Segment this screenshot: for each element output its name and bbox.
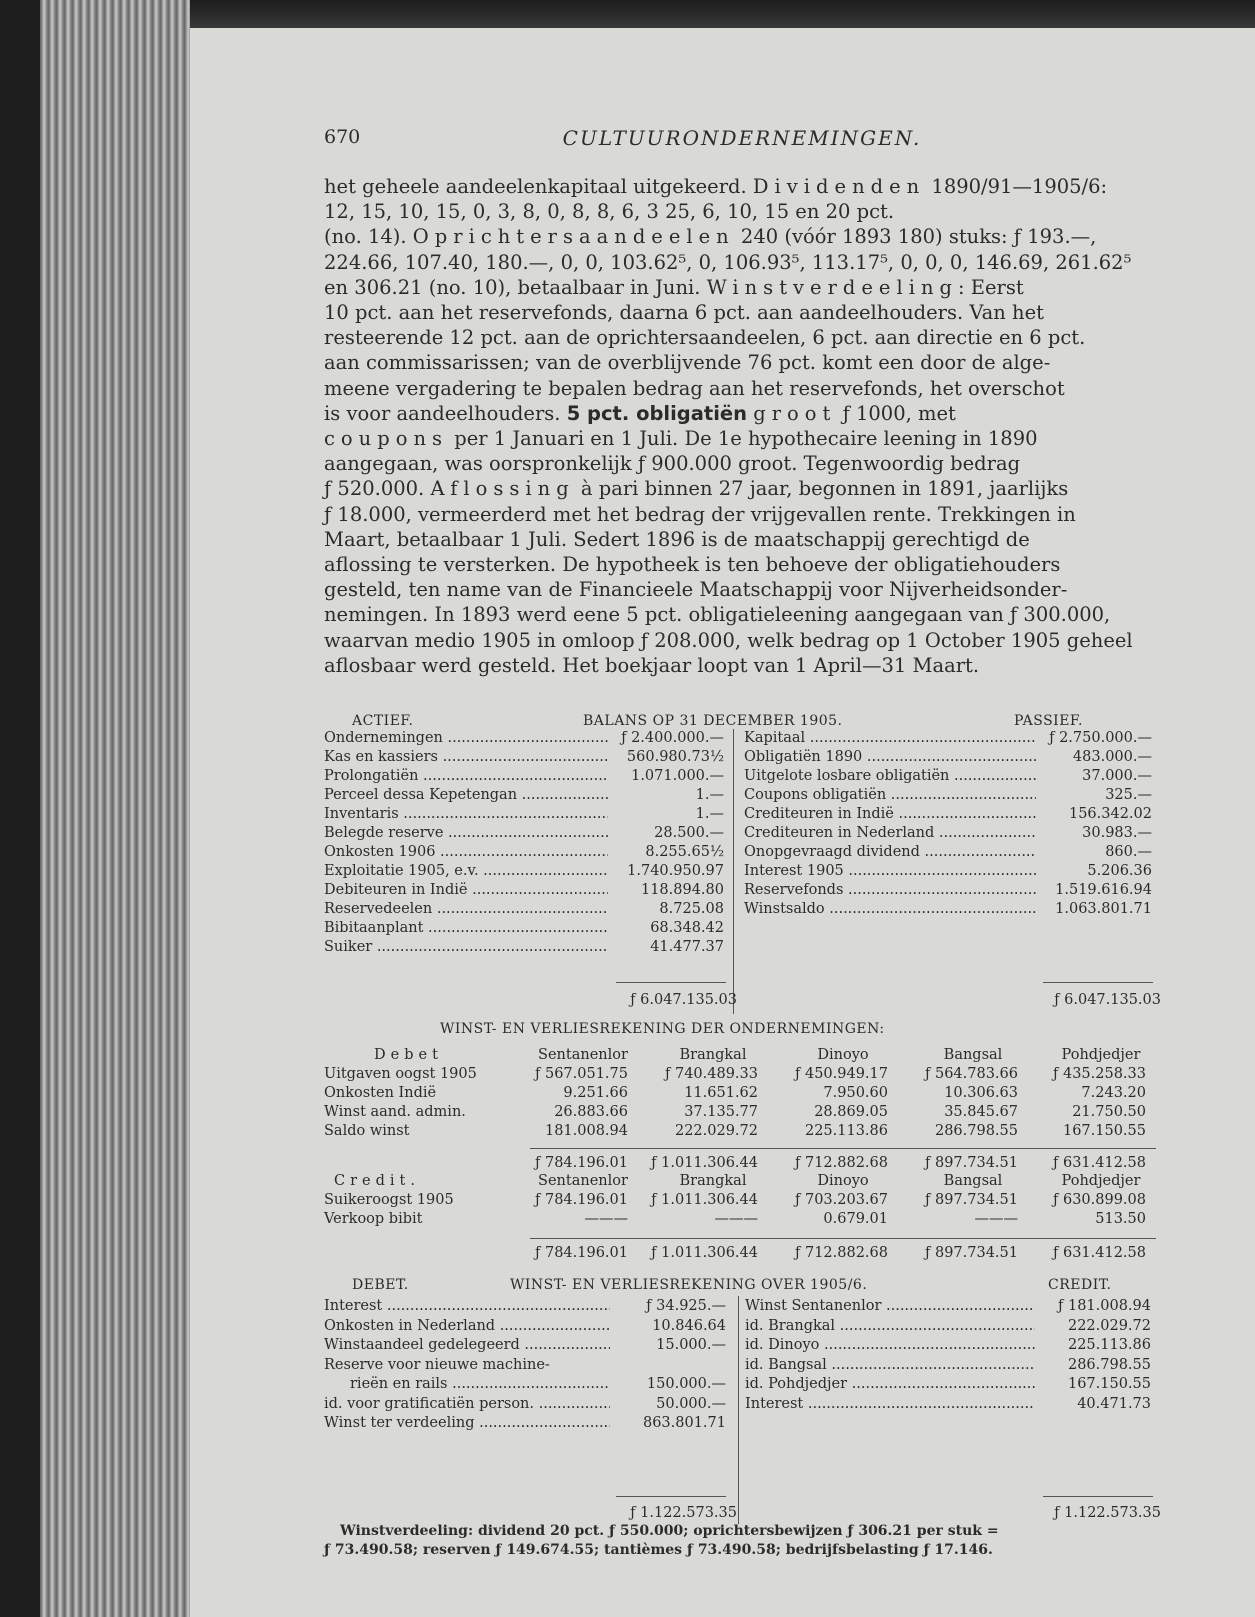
debet-cell: 21.750.50 <box>1072 1104 1146 1120</box>
passief-value: 325.— <box>1105 787 1152 803</box>
wv1905-credit-total: ƒ 1.122.573.35 <box>1054 1505 1161 1521</box>
actief-label: Ondernemingen ..... <box>324 730 608 748</box>
column-header: Bangsal <box>943 1173 1003 1189</box>
actief-row <box>324 920 724 938</box>
page-header <box>324 126 1160 156</box>
debet-cell: ƒ 567.051.75 <box>535 1066 628 1082</box>
debet-label: Interest ..... <box>324 1298 610 1316</box>
debet-cell: ƒ 564.783.66 <box>925 1066 1018 1082</box>
passief-row <box>744 806 1152 824</box>
actief-label: Bibitaanplant ..... <box>324 920 608 938</box>
debet-label: rieën en rails ..... <box>350 1376 610 1394</box>
actief-total-rule <box>616 982 726 983</box>
debet-cell: 35.845.67 <box>944 1104 1018 1120</box>
credit-row <box>745 1357 1151 1375</box>
credit-label: id. Brangkal ..... <box>745 1318 1035 1336</box>
passief-value: 483.000.— <box>1072 749 1152 765</box>
wv1905-debet-total: ƒ 1.122.573.35 <box>630 1505 737 1521</box>
credit-row <box>745 1396 1151 1414</box>
credit-label: id. Dinoyo ..... <box>745 1337 1035 1355</box>
actief-value: 68.348.42 <box>650 920 724 936</box>
debet-row <box>324 1376 726 1394</box>
passief-label: Winstsaldo ..... <box>744 901 1036 919</box>
wv-credit-rule <box>530 1238 1156 1239</box>
actief-value: 41.477.37 <box>650 939 724 955</box>
passief-row <box>744 787 1152 805</box>
actief-value: 118.894.80 <box>640 882 724 898</box>
credit-row <box>745 1298 1151 1316</box>
actief-row <box>324 768 724 786</box>
debet-cell: 181.008.94 <box>544 1123 628 1139</box>
passief-label: Interest 1905 ..... <box>744 863 1036 881</box>
passief-label: Uitgelote losbare obligatiën ..... <box>744 768 1036 786</box>
passief-label: Obligatiën 1890 ..... <box>744 749 1036 767</box>
actief-row <box>324 825 724 843</box>
actief-row <box>324 939 724 957</box>
debet-value: 50.000.— <box>656 1395 726 1412</box>
passief-row <box>744 749 1152 767</box>
column-header: Sentanenlor <box>538 1173 628 1189</box>
passief-label: Crediteuren in Nederland ..... <box>744 825 1036 843</box>
actief-row <box>324 882 724 900</box>
debet-cell: 7.950.60 <box>823 1085 888 1101</box>
debet-cell: ƒ 435.258.33 <box>1053 1066 1146 1082</box>
column-header: Dinoyo <box>817 1047 869 1063</box>
passief-value: 1.063.801.71 <box>1055 901 1152 917</box>
credit-row <box>745 1376 1151 1394</box>
debet-cell: 10.306.63 <box>944 1085 1018 1101</box>
debet-label: Reserve voor nieuwe machine- <box>324 1356 550 1373</box>
credit-total-cell: ƒ 712.882.68 <box>795 1245 888 1261</box>
actief-label: Prolongatiën ..... <box>324 768 608 786</box>
actief-row <box>324 901 724 919</box>
debet-value: 15.000.— <box>656 1337 726 1353</box>
passief-value: 5.206.36 <box>1087 863 1152 879</box>
passief-row <box>744 844 1152 862</box>
debet-total-cell: ƒ 1.011.306.44 <box>651 1155 758 1171</box>
balance-title: BALANS OP 31 DECEMBER 1905. <box>583 713 843 729</box>
winstverdeeling-line-2: ƒ 73.490.58; reserven ƒ 149.674.55; tantièmes ƒ 73.490.58; bedrijfsbelasting ƒ 17.146. <box>324 1542 993 1558</box>
credit-cell: ——— <box>974 1211 1018 1227</box>
actief-label: Reservedeelen ..... <box>324 901 608 919</box>
passief-label: Kapitaal ..... <box>744 730 1036 748</box>
credit-cell: ƒ 897.734.51 <box>925 1192 1018 1208</box>
debet-cell: 26.883.66 <box>554 1104 628 1120</box>
passief-row <box>744 863 1152 881</box>
debet-cell: 11.651.62 <box>684 1085 758 1101</box>
credit-value: 40.471.73 <box>1077 1395 1151 1412</box>
credit-value: 167.150.55 <box>1067 1376 1151 1392</box>
actief-label: Debiteuren in Indië ..... <box>324 882 608 900</box>
column-header: Pohdjedjer <box>1061 1173 1141 1189</box>
actief-label: Kas en kassiers ..... <box>324 749 608 767</box>
column-header: Brangkal <box>679 1047 747 1063</box>
column-header: Brangkal <box>679 1173 747 1189</box>
debet-label: Debet <box>374 1047 443 1063</box>
debet-total-cell: ƒ 712.882.68 <box>795 1155 888 1171</box>
credit-label: Credit. <box>334 1173 420 1189</box>
credit-row <box>745 1337 1151 1355</box>
passief-total-rule <box>1043 982 1153 983</box>
credit-cell: ——— <box>584 1211 628 1227</box>
wv1905-credit-label: CREDIT. <box>1048 1277 1112 1293</box>
actief-value: 28.500.— <box>654 825 724 841</box>
passief-value: 1.519.616.94 <box>1055 882 1152 898</box>
credit-value: 225.113.86 <box>1067 1337 1151 1353</box>
running-head: CULTUURONDERNEMINGEN. <box>562 126 922 150</box>
debet-cell: 7.243.20 <box>1081 1085 1146 1101</box>
winstverdeeling-line-1: Winstverdeeling: dividend 20 pct. ƒ 550.000; oprichtersbewijzen ƒ 306.21 per stuk = <box>340 1523 999 1539</box>
column-header: Bangsal <box>943 1047 1003 1063</box>
passief-value: 156.342.02 <box>1068 806 1152 822</box>
actief-label: Onkosten 1906 ..... <box>324 844 608 862</box>
actief-label: ACTIEF. <box>352 713 414 729</box>
debet-cell: 286.798.55 <box>934 1123 1018 1139</box>
credit-cell: ƒ 630.899.08 <box>1053 1192 1146 1208</box>
debet-label: id. voor gratificatiën person. ..... <box>324 1396 610 1414</box>
debet-total-cell: ƒ 631.412.58 <box>1053 1155 1146 1171</box>
passief-value: ƒ 2.750.000.— <box>1049 730 1152 746</box>
debet-total-cell: ƒ 897.734.51 <box>925 1155 1018 1171</box>
credit-row-label: Verkoop bibit <box>324 1211 423 1227</box>
debet-row <box>324 1415 726 1433</box>
actief-value: 1.740.950.97 <box>627 863 724 879</box>
credit-total-cell: ƒ 1.011.306.44 <box>651 1245 758 1261</box>
actief-value: 1.071.000.— <box>631 768 724 784</box>
actief-row <box>324 844 724 862</box>
actief-label: Suiker ..... <box>324 939 608 957</box>
actief-row <box>324 806 724 824</box>
debet-row <box>324 1298 726 1316</box>
credit-cell: 513.50 <box>1095 1211 1146 1227</box>
wv1905-divider <box>738 1296 739 1524</box>
passief-label: PASSIEF. <box>1014 713 1083 729</box>
passief-row <box>744 730 1152 748</box>
passief-label: Crediteuren in Indië ..... <box>744 806 1036 824</box>
column-header: Dinoyo <box>817 1173 869 1189</box>
actief-value: 8.725.08 <box>659 901 724 917</box>
body-paragraph: het geheele aandeelenkapitaal uitgekeerd. Dividenden 1890/91—1905/6: 12, 15, 10, 15, 0, 3, 8, 0, 8, 8, 6, 3 25, 6, 10, 15 en 20 pct. (no. 14). Oprichtersaandeelen 240 (vóór 1893 180) stuks: ƒ 193.—, 224.66, 107.40, 180.—, 0, 0, 103.62⁵, 0, 106.93⁵, 113.17⁵, 0, 0, 0, 146.69, 261.62⁵ en 306.21 (no. 10), betaalbaar in Juni. Winstverdeeling: Eerst 10 pct. aan het reservefonds, daarna 6 pct. aan aandeelhouders. Van het resteerende 12 pct. aan de oprichtersaandeelen, 6 pct. aan directie en 6 pct. aan commissarissen; van de overblijvende 76 pct. komt een door de alge- meene vergadering te bepalen bedrag aan het reservefonds, het overschot is voor aandeelhouders. 5 pct. obligatiën groot ƒ 1000, met coupons per 1 Januari en 1 Juli. De 1e hypothecaire leening in 1890 aangegaan, was oorspronkelijk ƒ 900.000 groot. Tegenwoordig bedrag ƒ 520.000. Aflossing à pari binnen 27 jaar, begonnen in 1891, jaarlijks ƒ 18.000, vermeerderd met het bedrag der vrijgevallen rente. Trekkingen in Maart, betaalbaar 1 Juli. Sedert 1896 is de maatschappij gerechtigd de aflossing te versterken. De hypotheek is ten behoeve der obligatiehouders gesteld, ten name van de Financieele Maatschappij voor Nijverheidsonder- nemingen. In 1893 werd eene 5 pct. obligatieleening aangegaan van ƒ 300.000, waarvan medio 1905 in omloop ƒ 208.000, welk bedrag op 1 October 1905 geheel aflosbaar werd gesteld. Het boekjaar loopt van 1 April—31 Maart. <box>324 175 1133 677</box>
debet-total-cell: ƒ 784.196.01 <box>535 1155 628 1171</box>
debet-value: 150.000.— <box>646 1376 726 1392</box>
credit-row-label: Suikeroogst 1905 <box>324 1192 454 1208</box>
passief-value: 30.983.— <box>1082 825 1152 841</box>
debet-cell: 37.135.77 <box>684 1104 758 1120</box>
actief-row <box>324 730 724 748</box>
actief-value: 8.255.65½ <box>645 844 724 860</box>
credit-value: 286.798.55 <box>1067 1356 1151 1373</box>
actief-total: ƒ 6.047.135.03 <box>630 992 737 1008</box>
credit-cell: ƒ 784.196.01 <box>535 1192 628 1208</box>
passief-label: Onopgevraagd dividend ..... <box>744 844 1036 862</box>
wv1905-debet-total-rule <box>616 1496 726 1497</box>
column-header: Pohdjedjer <box>1061 1047 1141 1063</box>
debet-label: Winst ter verdeeling ..... <box>324 1415 610 1433</box>
debet-cell: 222.029.72 <box>674 1123 758 1139</box>
credit-total-cell: ƒ 631.412.58 <box>1053 1245 1146 1261</box>
top-shadow <box>190 0 1255 30</box>
passief-value: 860.— <box>1105 844 1152 860</box>
debet-row <box>324 1396 726 1414</box>
credit-value: 222.029.72 <box>1067 1317 1151 1334</box>
debet-cell: ƒ 740.489.33 <box>665 1066 758 1082</box>
debet-row-label: Uitgaven oogst 1905 <box>324 1066 477 1082</box>
actief-row <box>324 749 724 767</box>
debet-value: 10.846.64 <box>652 1317 726 1334</box>
debet-cell: ƒ 450.949.17 <box>795 1066 888 1082</box>
passief-row <box>744 768 1152 786</box>
book-spine-shadow <box>0 0 40 1617</box>
debet-label: Winstaandeel gedelegeerd ..... <box>324 1337 610 1355</box>
debet-cell: 9.251.66 <box>563 1085 628 1101</box>
credit-label: Interest ..... <box>745 1396 1035 1414</box>
debet-row-label: Onkosten Indië <box>324 1085 437 1101</box>
debet-row <box>324 1337 726 1355</box>
actief-label: Inventaris ..... <box>324 806 608 824</box>
debet-value: ƒ 34.925.— <box>646 1298 726 1314</box>
debet-value: 863.801.71 <box>642 1415 726 1431</box>
debet-cell: 28.869.05 <box>814 1104 888 1120</box>
actief-label: Exploitatie 1905, e.v. ..... <box>324 863 608 881</box>
wv1905-credit-total-rule <box>1043 1496 1153 1497</box>
debet-row <box>324 1318 726 1336</box>
debet-row <box>324 1357 726 1375</box>
debet-row-label: Winst aand. admin. <box>324 1104 466 1120</box>
wv-debet-rule <box>530 1148 1156 1149</box>
credit-label: id. Bangsal ..... <box>745 1357 1035 1375</box>
actief-value: 560.980.73½ <box>626 749 724 765</box>
passief-row <box>744 825 1152 843</box>
wv1905-title: WINST- EN VERLIESREKENING OVER 1905/6. <box>510 1277 868 1293</box>
passief-label: Coupons obligatiën ..... <box>744 787 1036 805</box>
actief-label: Belegde reserve ..... <box>324 825 608 843</box>
credit-label: Winst Sentanenlor ..... <box>745 1298 1035 1316</box>
debet-label: Onkosten in Nederland ..... <box>324 1318 610 1336</box>
credit-cell: ƒ 703.203.67 <box>795 1192 888 1208</box>
column-header: Sentanenlor <box>538 1047 628 1063</box>
debet-cell: 167.150.55 <box>1062 1123 1146 1139</box>
credit-total-cell: ƒ 897.734.51 <box>925 1245 1018 1261</box>
debet-row-label: Saldo winst <box>324 1123 410 1139</box>
passief-total: ƒ 6.047.135.03 <box>1054 992 1161 1008</box>
debet-cell: 225.113.86 <box>804 1123 888 1139</box>
credit-cell: ƒ 1.011.306.44 <box>651 1192 758 1208</box>
passief-row <box>744 901 1152 919</box>
actief-value: 1.— <box>695 787 724 803</box>
credit-value: ƒ 181.008.94 <box>1058 1298 1151 1314</box>
actief-value: 1.— <box>695 806 724 822</box>
credit-row <box>745 1318 1151 1336</box>
page-number: 670 <box>324 126 361 148</box>
actief-value: ƒ 2.400.000.— <box>621 730 724 746</box>
balance-divider <box>733 729 734 1014</box>
passief-row <box>744 882 1152 900</box>
actief-row <box>324 787 724 805</box>
actief-label: Perceel dessa Kepetengan ..... <box>324 787 608 805</box>
credit-cell: 0.679.01 <box>823 1211 888 1227</box>
credit-label: id. Pohdjedjer ..... <box>745 1376 1035 1394</box>
passief-label: Reservefonds ..... <box>744 882 1036 900</box>
wv-ondernemingen-title: WINST- EN VERLIESREKENING DER ONDERNEMINGEN: <box>440 1021 885 1037</box>
wv1905-debet-label: DEBET. <box>352 1277 409 1293</box>
passief-value: 37.000.— <box>1082 768 1152 784</box>
credit-cell: ——— <box>714 1211 758 1227</box>
credit-total-cell: ƒ 784.196.01 <box>535 1245 628 1261</box>
actief-row <box>324 863 724 881</box>
